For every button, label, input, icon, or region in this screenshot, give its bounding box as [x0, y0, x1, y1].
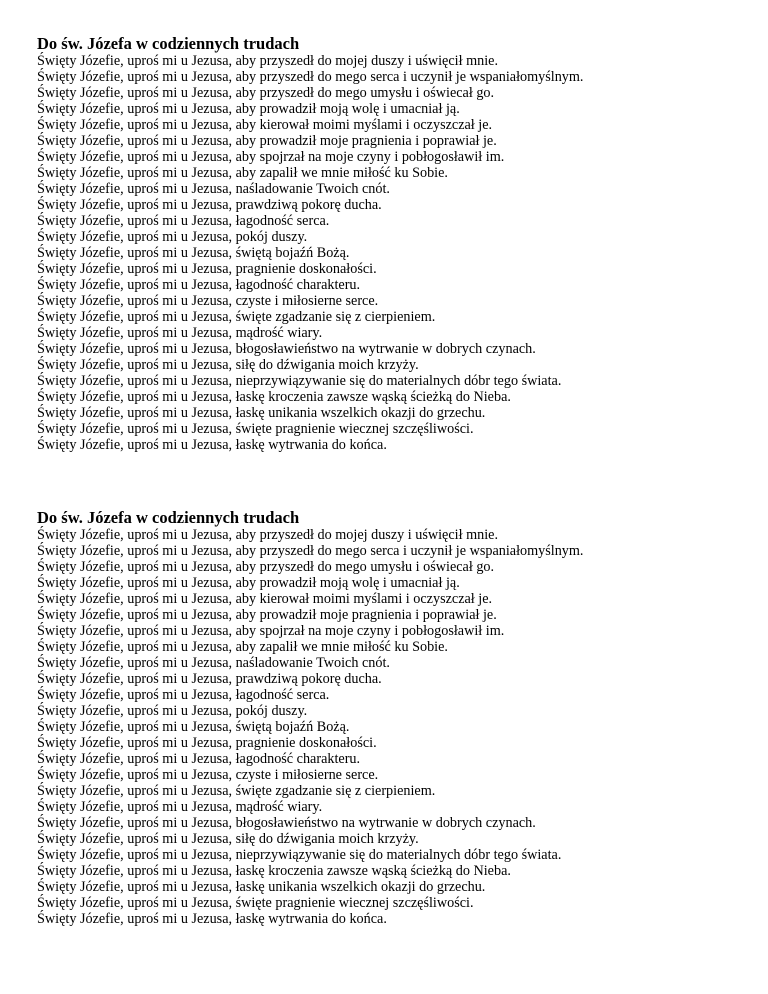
prayer-section-2	[37, 508, 757, 927]
prayer-line: Święty Józefie, uproś mi u Jezusa, świętą bojaźń Bożą.	[37, 245, 350, 261]
prayer-line: Święty Józefie, uproś mi u Jezusa, aby spojrzał na moje czyny i pobłogosławił im.	[37, 623, 505, 639]
prayer-line: Święty Józefie, uproś mi u Jezusa, aby prowadził moje pragnienia i poprawiał je.	[37, 607, 497, 623]
prayer-line: Święty Józefie, uproś mi u Jezusa, pokój duszy.	[37, 229, 308, 245]
prayer-line: Święty Józefie, uproś mi u Jezusa, mądrość wiary.	[37, 325, 323, 341]
prayer-line: Święty Józefie, uproś mi u Jezusa, aby kierował moimi myślami i oczyszczał je.	[37, 591, 493, 607]
prayer-line: Święty Józefie, uproś mi u Jezusa, nieprzywiązywanie się do materialnych dóbr tego świata.	[37, 847, 562, 863]
prayer-line: Święty Józefie, uproś mi u Jezusa, naśladowanie Twoich cnót.	[37, 181, 390, 197]
prayer-lines	[37, 527, 757, 927]
prayer-line: Święty Józefie, uproś mi u Jezusa, mądrość wiary.	[37, 799, 323, 815]
prayer-line: Święty Józefie, uproś mi u Jezusa, łaskę kroczenia zawsze wąską ścieżką do Nieba.	[37, 389, 511, 405]
prayer-line: Święty Józefie, uproś mi u Jezusa, święte zgadzanie się z cierpieniem.	[37, 309, 436, 325]
prayer-line: Święty Józefie, uproś mi u Jezusa, aby przyszedł do mego serca i uczynił je wspaniałomyślnym.	[37, 543, 584, 559]
prayer-line: Święty Józefie, uproś mi u Jezusa, siłę do dźwigania moich krzyży.	[37, 357, 419, 373]
prayer-line: Święty Józefie, uproś mi u Jezusa, aby przyszedł do mojej duszy i uświęcił mnie.	[37, 53, 498, 69]
prayer-line: Święty Józefie, uproś mi u Jezusa, łagodność serca.	[37, 687, 330, 703]
prayer-line: Święty Józefie, uproś mi u Jezusa, łagodność serca.	[37, 213, 330, 229]
prayer-line: Święty Józefie, uproś mi u Jezusa, świętą bojaźń Bożą.	[37, 719, 350, 735]
prayer-line: Święty Józefie, uproś mi u Jezusa, czyste i miłosierne serce.	[37, 767, 379, 783]
prayer-section-1	[37, 34, 757, 453]
prayer-line: Święty Józefie, uproś mi u Jezusa, łagodność charakteru.	[37, 277, 361, 293]
prayer-line: Święty Józefie, uproś mi u Jezusa, święte zgadzanie się z cierpieniem.	[37, 783, 436, 799]
prayer-line: Święty Józefie, uproś mi u Jezusa, łaskę unikania wszelkich okazji do grzechu.	[37, 405, 486, 421]
prayer-line: Święty Józefie, uproś mi u Jezusa, łaskę wytrwania do końca.	[37, 437, 387, 453]
prayer-line: Święty Józefie, uproś mi u Jezusa, święte pragnienie wiecznej szczęśliwości.	[37, 421, 474, 437]
prayer-line: Święty Józefie, uproś mi u Jezusa, pragnienie doskonałości.	[37, 735, 377, 751]
prayer-lines	[37, 53, 757, 453]
prayer-line: Święty Józefie, uproś mi u Jezusa, prawdziwą pokorę ducha.	[37, 671, 382, 687]
prayer-title: Do św. Józefa w codziennych trudach	[37, 508, 300, 527]
prayer-line: Święty Józefie, uproś mi u Jezusa, święte pragnienie wiecznej szczęśliwości.	[37, 895, 474, 911]
prayer-line: Święty Józefie, uproś mi u Jezusa, nieprzywiązywanie się do materialnych dóbr tego świata.	[37, 373, 562, 389]
prayer-line: Święty Józefie, uproś mi u Jezusa, łagodność charakteru.	[37, 751, 361, 767]
prayer-line: Święty Józefie, uproś mi u Jezusa, aby zapalił we mnie miłość ku Sobie.	[37, 165, 448, 181]
prayer-line: Święty Józefie, uproś mi u Jezusa, siłę do dźwigania moich krzyży.	[37, 831, 419, 847]
prayer-line: Święty Józefie, uproś mi u Jezusa, aby przyszedł do mego umysłu i oświecał go.	[37, 559, 495, 575]
prayer-line: Święty Józefie, uproś mi u Jezusa, aby spojrzał na moje czyny i pobłogosławił im.	[37, 149, 505, 165]
prayer-line: Święty Józefie, uproś mi u Jezusa, aby prowadził moje pragnienia i poprawiał je.	[37, 133, 497, 149]
prayer-line: Święty Józefie, uproś mi u Jezusa, aby przyszedł do mego umysłu i oświecał go.	[37, 85, 495, 101]
prayer-line: Święty Józefie, uproś mi u Jezusa, łaskę kroczenia zawsze wąską ścieżką do Nieba.	[37, 863, 511, 879]
prayer-line: Święty Józefie, uproś mi u Jezusa, aby kierował moimi myślami i oczyszczał je.	[37, 117, 493, 133]
prayer-line: Święty Józefie, uproś mi u Jezusa, aby przyszedł do mojej duszy i uświęcił mnie.	[37, 527, 498, 543]
prayer-line: Święty Józefie, uproś mi u Jezusa, czyste i miłosierne serce.	[37, 293, 379, 309]
prayer-line: Święty Józefie, uproś mi u Jezusa, łaskę unikania wszelkich okazji do grzechu.	[37, 879, 486, 895]
prayer-line: Święty Józefie, uproś mi u Jezusa, aby przyszedł do mego serca i uczynił je wspaniałomyślnym.	[37, 69, 584, 85]
prayer-line: Święty Józefie, uproś mi u Jezusa, błogosławieństwo na wytrwanie w dobrych czynach.	[37, 815, 536, 831]
prayer-line: Święty Józefie, uproś mi u Jezusa, pragnienie doskonałości.	[37, 261, 377, 277]
prayer-line: Święty Józefie, uproś mi u Jezusa, aby zapalił we mnie miłość ku Sobie.	[37, 639, 448, 655]
prayer-line: Święty Józefie, uproś mi u Jezusa, pokój duszy.	[37, 703, 308, 719]
prayer-line: Święty Józefie, uproś mi u Jezusa, prawdziwą pokorę ducha.	[37, 197, 382, 213]
prayer-line: Święty Józefie, uproś mi u Jezusa, naśladowanie Twoich cnót.	[37, 655, 390, 671]
prayer-title: Do św. Józefa w codziennych trudach	[37, 34, 300, 53]
prayer-line: Święty Józefie, uproś mi u Jezusa, aby prowadził moją wolę i umacniał ją.	[37, 101, 460, 117]
prayer-line: Święty Józefie, uproś mi u Jezusa, aby prowadził moją wolę i umacniał ją.	[37, 575, 460, 591]
prayer-line: Święty Józefie, uproś mi u Jezusa, łaskę wytrwania do końca.	[37, 911, 387, 927]
prayer-line: Święty Józefie, uproś mi u Jezusa, błogosławieństwo na wytrwanie w dobrych czynach.	[37, 341, 536, 357]
